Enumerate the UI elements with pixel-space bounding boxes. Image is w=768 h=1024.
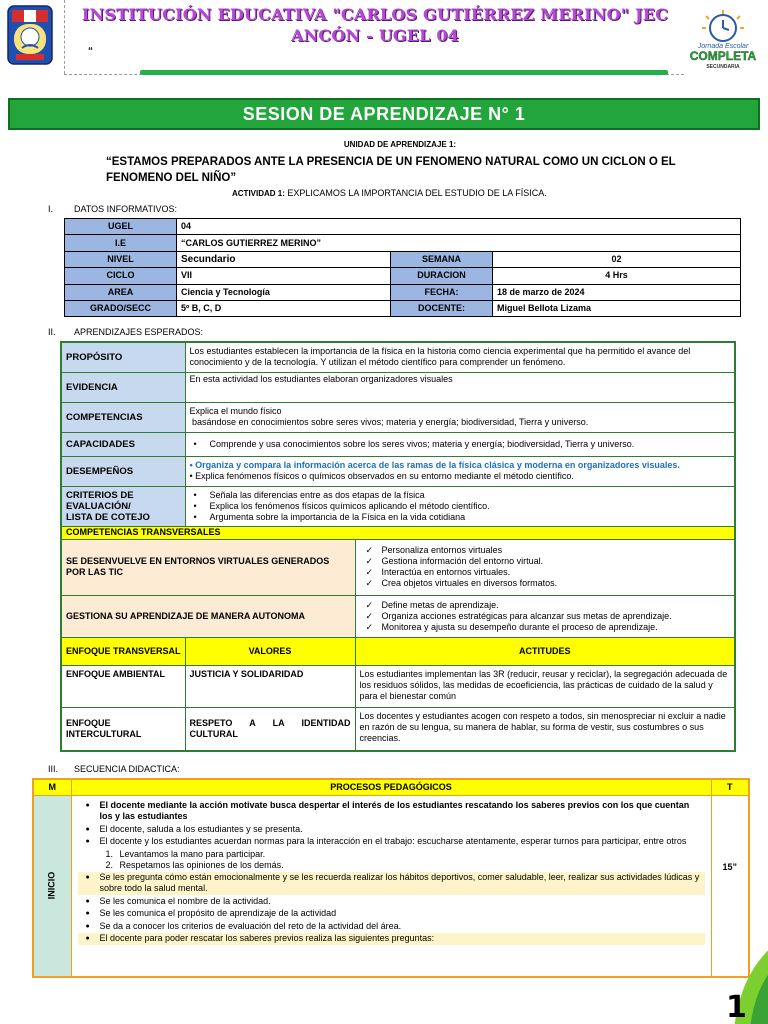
actitudes-header: ACTITUDES bbox=[355, 637, 735, 665]
table-row bbox=[61, 372, 735, 402]
section-1-number: I. bbox=[48, 204, 54, 214]
desempenos-value bbox=[185, 456, 735, 486]
aprendizajes-table bbox=[60, 341, 736, 752]
ambiental-valor: JUSTICIA Y SOLIDARIDAD bbox=[185, 665, 355, 707]
tic-item: ✓ Interactúa en entornos virtuales. bbox=[360, 567, 731, 578]
proposito-label: PROPÓSITO bbox=[61, 342, 185, 372]
tic-item: ✓ Personaliza entornos virtuales bbox=[360, 545, 731, 556]
ugel-value: 04 bbox=[177, 219, 741, 235]
table-row bbox=[61, 595, 735, 637]
section-1-heading bbox=[48, 204, 348, 216]
competencias-line-1: Explica el mundo físico bbox=[189, 406, 282, 416]
section-1-title: DATOS INFORMATIVOS: bbox=[74, 204, 178, 214]
inicio-moment bbox=[33, 795, 71, 977]
table-row bbox=[33, 795, 749, 977]
col-m-header: M bbox=[33, 779, 71, 795]
criterios-value bbox=[185, 486, 735, 526]
tic-item: ✓ Gestiona información del entorno virtual. bbox=[360, 556, 731, 567]
col-procesos-header: PROCESOS PEDAGÓGICOS bbox=[71, 779, 711, 795]
capacidades-label: CAPACIDADES bbox=[61, 432, 185, 456]
section-3-heading bbox=[48, 764, 348, 776]
table-row bbox=[61, 342, 735, 372]
table-row bbox=[61, 456, 735, 486]
page-number: 1 bbox=[726, 990, 747, 1024]
capacidades-item: • Comprende y usa conocimientos sobre los seres vivos; materia y energía; biodiversidad, Tierra y universo. bbox=[190, 439, 731, 450]
unidad-label: UNIDAD DE APRENDIZAJE 1: bbox=[343, 140, 457, 149]
autonoma-items bbox=[355, 595, 735, 637]
enfoque-transversal-header: ENFOQUE TRANSVERSAL bbox=[61, 637, 185, 665]
table-row bbox=[65, 284, 741, 300]
secuencia-table bbox=[32, 778, 750, 978]
duracion-value: 4 Hrs bbox=[493, 268, 741, 284]
proceso-item: ● El docente y los estudiantes acuerdan normas para la interacción en el trabajo: escucharse atentamente, esperar turnos para participar, entre otros bbox=[78, 836, 705, 848]
autonoma-item: ✓ Define metas de aprendizaje. bbox=[360, 600, 731, 611]
ciclo-value: VII bbox=[177, 268, 391, 284]
proceso-item: ● El docente, saluda a los estudiantes y se presenta. bbox=[78, 824, 705, 836]
col-t-header: T bbox=[711, 779, 749, 795]
criterios-label-2: EVALUACIÓN/ bbox=[66, 500, 131, 512]
table-row bbox=[61, 637, 735, 665]
nivel-value: Secundario bbox=[177, 251, 391, 267]
semana-value: 02 bbox=[493, 251, 741, 267]
table-row bbox=[65, 251, 741, 267]
table-row bbox=[33, 779, 749, 795]
ugel-label: UGEL bbox=[65, 219, 177, 235]
section-2-heading bbox=[48, 327, 348, 339]
datos-informativos-table bbox=[64, 218, 741, 317]
jornada-escolar-logo bbox=[684, 8, 762, 72]
autonoma-label: GESTIONA SU APRENDIZAJE DE MANERA AUTONOMA bbox=[61, 595, 355, 637]
session-title-banner: SESION DE APRENDIZAJE N° 1 bbox=[8, 98, 760, 130]
table-row bbox=[61, 432, 735, 456]
table-row bbox=[65, 219, 741, 235]
intercultural-label: ENFOQUE INTERCULTURAL bbox=[61, 707, 185, 751]
actividad bbox=[232, 188, 752, 198]
ambiental-label: ENFOQUE AMBIENTAL bbox=[61, 665, 185, 707]
fecha-label: FECHA: bbox=[391, 284, 493, 300]
table-row bbox=[65, 300, 741, 316]
proceso-item: ● Se da a conocer los criterios de evaluación del reto de la actividad del área. bbox=[78, 921, 705, 933]
quote-mark: “ bbox=[88, 46, 93, 57]
desempeno-2: • Explica fenómenos físicos o químicos observados en su entorno mediante el método científico. bbox=[189, 471, 574, 481]
evidencia-value: En esta actividad los estudiantes elaboran organizadores visuales bbox=[185, 372, 735, 402]
inicio-time: 15” bbox=[711, 795, 749, 977]
valores-header: VALORES bbox=[185, 637, 355, 665]
docente-label: DOCENTE: bbox=[391, 300, 493, 316]
evidencia-label: EVIDENCIA bbox=[61, 372, 185, 402]
ie-label: I.E bbox=[65, 235, 177, 251]
desempeno-1: • Organiza y compara la información acerca de las ramas de la física clásica y moderna en organizadores visuales. bbox=[189, 460, 680, 470]
institution-title bbox=[70, 4, 680, 46]
proceso-item: ● Se les comunica el propósito de aprendizaje de la actividad bbox=[78, 908, 705, 920]
criterios-label-1: CRITERIOS DE bbox=[66, 489, 134, 501]
tic-items bbox=[355, 539, 735, 595]
competencias-label: COMPETENCIAS bbox=[61, 402, 185, 432]
table-row bbox=[61, 402, 735, 432]
competencias-transversales-header: COMPETENCIAS TRANSVERSALES bbox=[61, 526, 735, 539]
desempenos-label: DESEMPEÑOS bbox=[61, 456, 185, 486]
semana-label: SEMANA bbox=[391, 251, 493, 267]
proceso-subitem bbox=[78, 849, 705, 861]
ie-value: “CARLOS GUTIERREZ MERINO” bbox=[177, 235, 741, 251]
subitem-text: Respetamos las opiniones de los demás. bbox=[119, 860, 284, 870]
competencias-line-2: basándose en conocimientos sobre seres vivos; materia y energía; biodiversidad, Tierra y universo. bbox=[189, 417, 589, 427]
proceso-item: ● El docente para poder rescatar los saberes previos realiza las siguientes preguntas: bbox=[78, 933, 705, 945]
docente-value: Miguel Bellota Lizama bbox=[493, 300, 741, 316]
school-crest-logo bbox=[6, 4, 54, 66]
intercultural-valor: RESPETO A LA IDENTIDAD CULTURAL bbox=[185, 707, 355, 751]
grado-value: 5º B, C, D bbox=[177, 300, 391, 316]
table-row bbox=[61, 539, 735, 595]
intercultural-actitud: Los docentes y estudiantes acogen con respeto a todos, sin menospreciar ni excluir a nadie en razón de su lengua, su manera de hablar, su forma de vestir, sus costumbres o sus creencias. bbox=[355, 707, 735, 751]
logo-line-1: Jornada Escolar bbox=[697, 43, 749, 50]
criterio-item: • Explica los fenómenos físicos químicos aplicando el método científico. bbox=[190, 501, 731, 512]
table-row bbox=[61, 665, 735, 707]
proceso-item: ● El docente mediante la acción motivate busca despertar el interés de los estudiantes rescatando los saberes previos con los que cuentan los y las estudiantes bbox=[78, 800, 705, 823]
autonoma-item: ✓ Monitorea y ajusta su desempeño durante el proceso de aprendizaje. bbox=[360, 622, 731, 633]
institution-line-2: ANCÓN - UGEL 04 bbox=[290, 26, 459, 45]
fecha-value: 18 de marzo de 2024 bbox=[493, 284, 741, 300]
section-2-title: APRENDIZAJES ESPERADOS: bbox=[74, 327, 204, 337]
table-row bbox=[65, 235, 741, 251]
duracion-label: DURACION bbox=[391, 268, 493, 284]
nivel-label: NIVEL bbox=[65, 251, 177, 267]
logo-line-2: COMPLETA bbox=[689, 49, 757, 63]
proposito-value: Los estudiantes establecen la importancia de la física en la historia como ciencia experimental que ha permitido el avance del conocimiento y de la tecnología. Y utilizan el método científico para comprender un fenómeno. bbox=[185, 342, 735, 372]
capacidades-value bbox=[185, 432, 735, 456]
subitem-number: 1. bbox=[105, 848, 114, 859]
competencias-value bbox=[185, 402, 735, 432]
proceso-item: ● Se les comunica el nombre de la actividad. bbox=[78, 896, 705, 908]
proceso-subitem bbox=[78, 860, 705, 872]
ciclo-label: CICLO bbox=[65, 268, 177, 284]
ambiental-actitud: Los estudiantes implementan las 3R (reducir, reusar y reciclar), la segregación adecuada de los residuos sólidos, las medidas de ecoeficiencia, las prácticas de cuidado de la salud y para el bienestar común bbox=[355, 665, 735, 707]
subitem-number: 2. bbox=[105, 860, 114, 870]
criterio-item: • Señala las diferencias entre as dos etapas de la física bbox=[190, 490, 731, 501]
inicio-label: INICIO bbox=[46, 871, 57, 900]
tic-item: ✓ Crea objetos virtuales en diversos formatos. bbox=[360, 578, 731, 589]
page-header bbox=[0, 0, 768, 82]
grado-label: GRADO/SECC bbox=[65, 300, 177, 316]
proceso-item: ● Se les pregunta cómo están emocionalmente y se les recuerda realizar los hábitos deportivos, comer saludable, leer, realizar sus actividades lúdicas y sobre todo la salud mental. bbox=[78, 872, 705, 895]
autonoma-item: ✓ Organiza acciones estratégicas para alcanzar sus metas de aprendizaje. bbox=[360, 611, 731, 622]
institution-line-1: INSTITUCIÓN EDUCATIVA "CARLOS GUTIÉRREZ MERINO" JEC bbox=[81, 5, 669, 24]
section-3-title: SECUENCIA DIDACTICA: bbox=[74, 764, 180, 774]
section-2-number: II. bbox=[48, 327, 56, 337]
table-row bbox=[61, 707, 735, 751]
section-3-number: III. bbox=[48, 764, 59, 774]
logo-line-3: SECUNDARIA bbox=[706, 64, 740, 70]
actividad-label: ACTIVIDAD 1: bbox=[232, 189, 285, 198]
table-row bbox=[61, 486, 735, 526]
unidad-name: “ESTAMOS PREPARADOS ANTE LA PRESENCIA DE UN FENOMENO NATURAL COMO UN CICLON O EL FENOMENO DEL NIÑO” bbox=[106, 156, 676, 184]
tic-label: SE DESENVUELVE EN ENTORNOS VIRTUALES GENERADOS POR LAS TIC bbox=[61, 539, 355, 595]
table-row bbox=[61, 526, 735, 539]
area-label: AREA bbox=[65, 284, 177, 300]
criterio-item: • Argumenta sobre la importancia de la Física en la vida cotidiana bbox=[190, 512, 731, 523]
criterios-label-3: LISTA DE COTEJO bbox=[66, 511, 150, 523]
actividad-text: EXPLICAMOS LA IMPORTANCIA DEL ESTUDIO DE LA FÍSICA. bbox=[284, 188, 547, 198]
header-green-bar bbox=[140, 70, 668, 75]
area-value: Ciencia y Tecnología bbox=[177, 284, 391, 300]
subitem-text: Levantamos la mano para participar. bbox=[119, 848, 266, 859]
criterios-label bbox=[61, 486, 185, 526]
table-row bbox=[65, 268, 741, 284]
procesos-cell bbox=[71, 795, 711, 977]
